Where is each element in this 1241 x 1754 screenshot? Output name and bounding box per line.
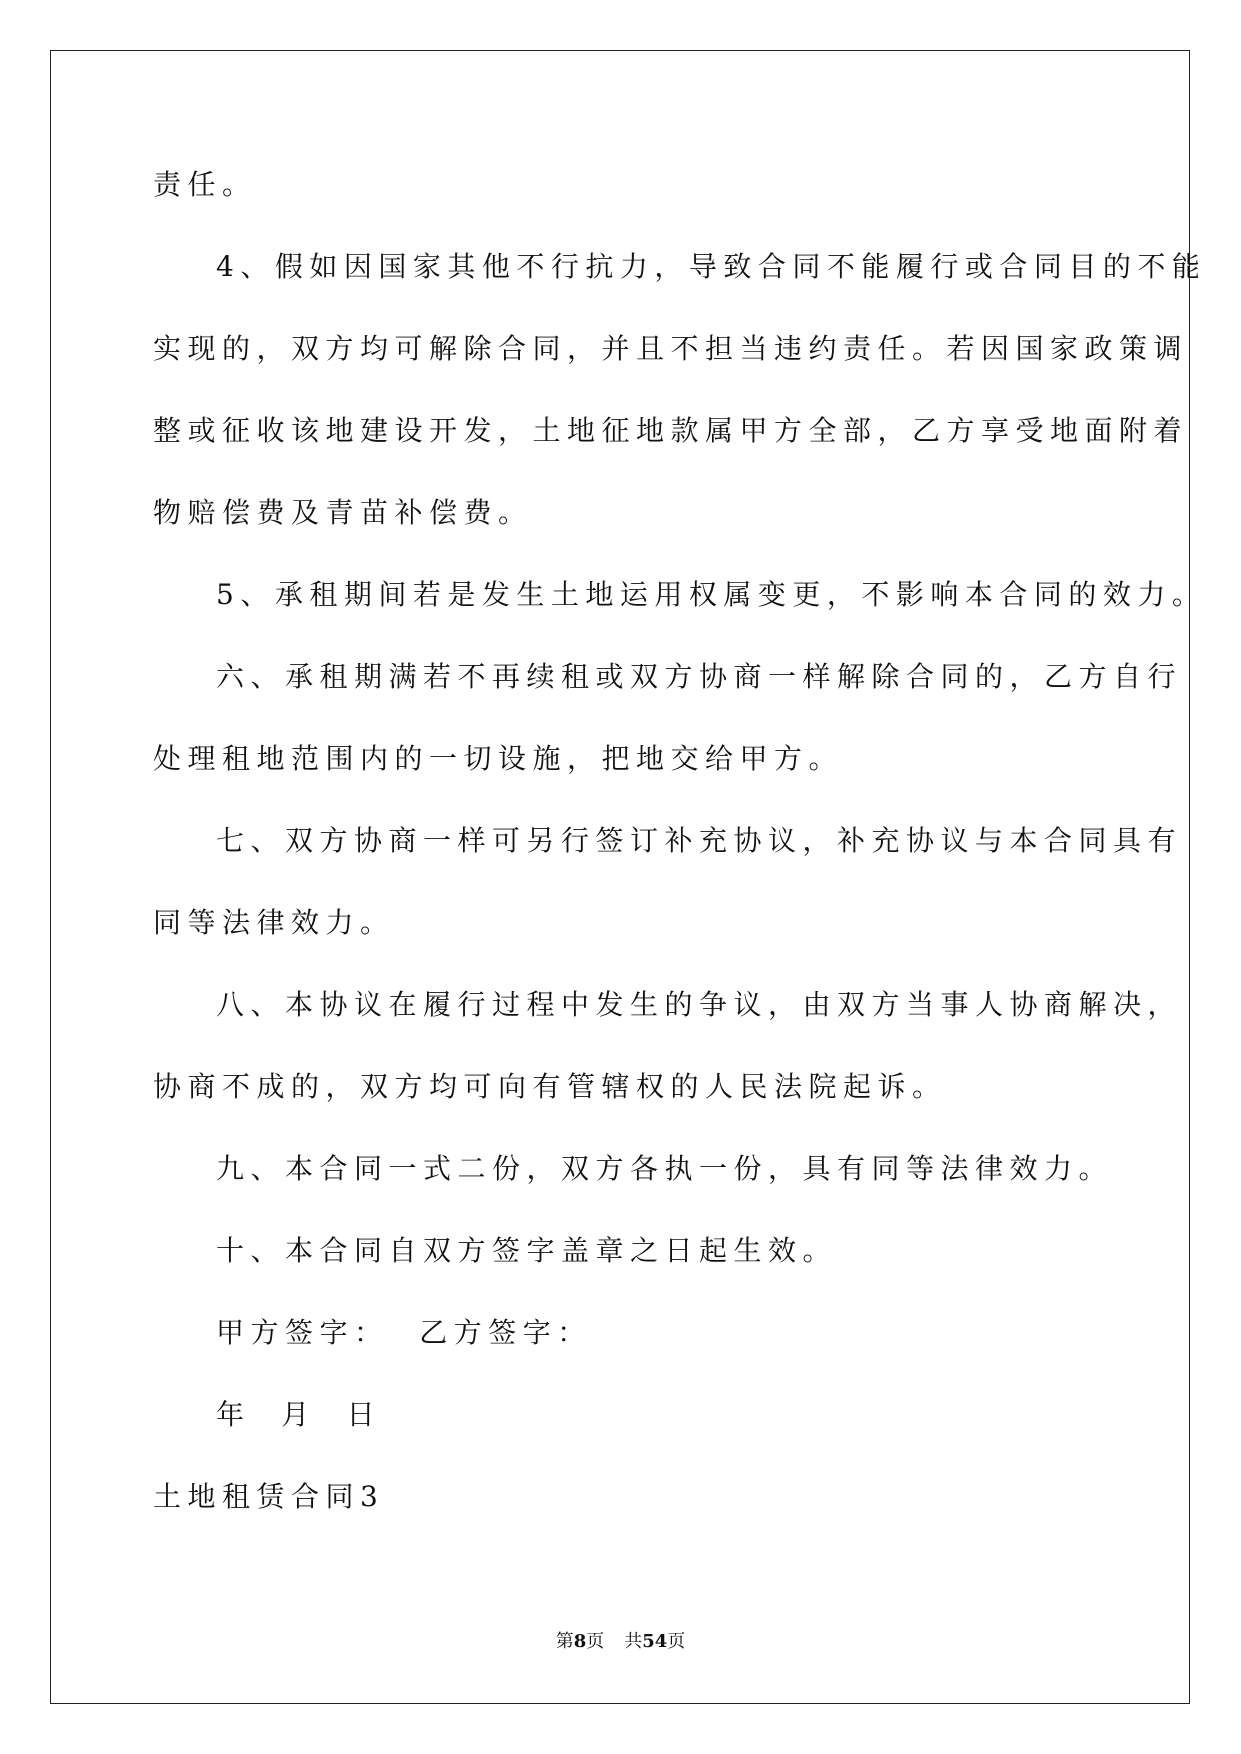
text-line: 十、本合同自双方签字盖章之日起生效。 xyxy=(216,1234,838,1267)
footer-page-suffix: 页 xyxy=(586,1631,605,1652)
footer-total-suffix: 页 xyxy=(667,1631,686,1652)
text-line: 同等法律效力。 xyxy=(153,906,395,939)
text-line: 七、双方协商一样可另行签订补充协议，补充协议与本合同具有 xyxy=(216,824,1183,857)
text-line: 六、承租期满若不再续租或双方协商一样解除合同的，乙方自行 xyxy=(216,660,1183,693)
date-line: 年 月 日 xyxy=(216,1398,382,1431)
signature-line: 甲方签字： 乙方签字： xyxy=(216,1316,592,1349)
text-line: 八、本协议在履行过程中发生的争议，由双方当事人协商解决， xyxy=(216,988,1183,1021)
text-line: 4、假如因国家其他不行抗力，导致合同不能履行或合同目的不能 xyxy=(216,250,1207,283)
text-line: 九、本合同一式二份，双方各执一份，具有同等法律效力。 xyxy=(216,1152,1114,1185)
section-heading: 土地租赁合同3 xyxy=(153,1480,385,1513)
text-line: 5、承租期间若是发生土地运用权属变更，不影响本合同的效力。 xyxy=(216,578,1207,611)
current-page-number: 8 xyxy=(573,1631,587,1652)
footer-prefix: 第 xyxy=(555,1631,574,1652)
text-line: 处理租地范围内的一切设施，把地交给甲方。 xyxy=(153,742,844,775)
text-line: 责任。 xyxy=(153,168,257,201)
text-line: 协商不成的，双方均可向有管辖权的人民法院起诉。 xyxy=(153,1070,947,1103)
text-line: 物赔偿费及青苗补偿费。 xyxy=(153,496,533,529)
page-footer xyxy=(0,1630,1241,1654)
page-border xyxy=(50,50,1190,1704)
text-line: 整或征收该地建设开发，土地征地款属甲方全部，乙方享受地面附着 xyxy=(153,414,1189,447)
footer-total-prefix: 共 xyxy=(624,1631,643,1652)
text-line: 实现的，双方均可解除合同，并且不担当违约责任。若因国家政策调 xyxy=(153,332,1189,365)
total-pages-number: 54 xyxy=(642,1631,668,1652)
